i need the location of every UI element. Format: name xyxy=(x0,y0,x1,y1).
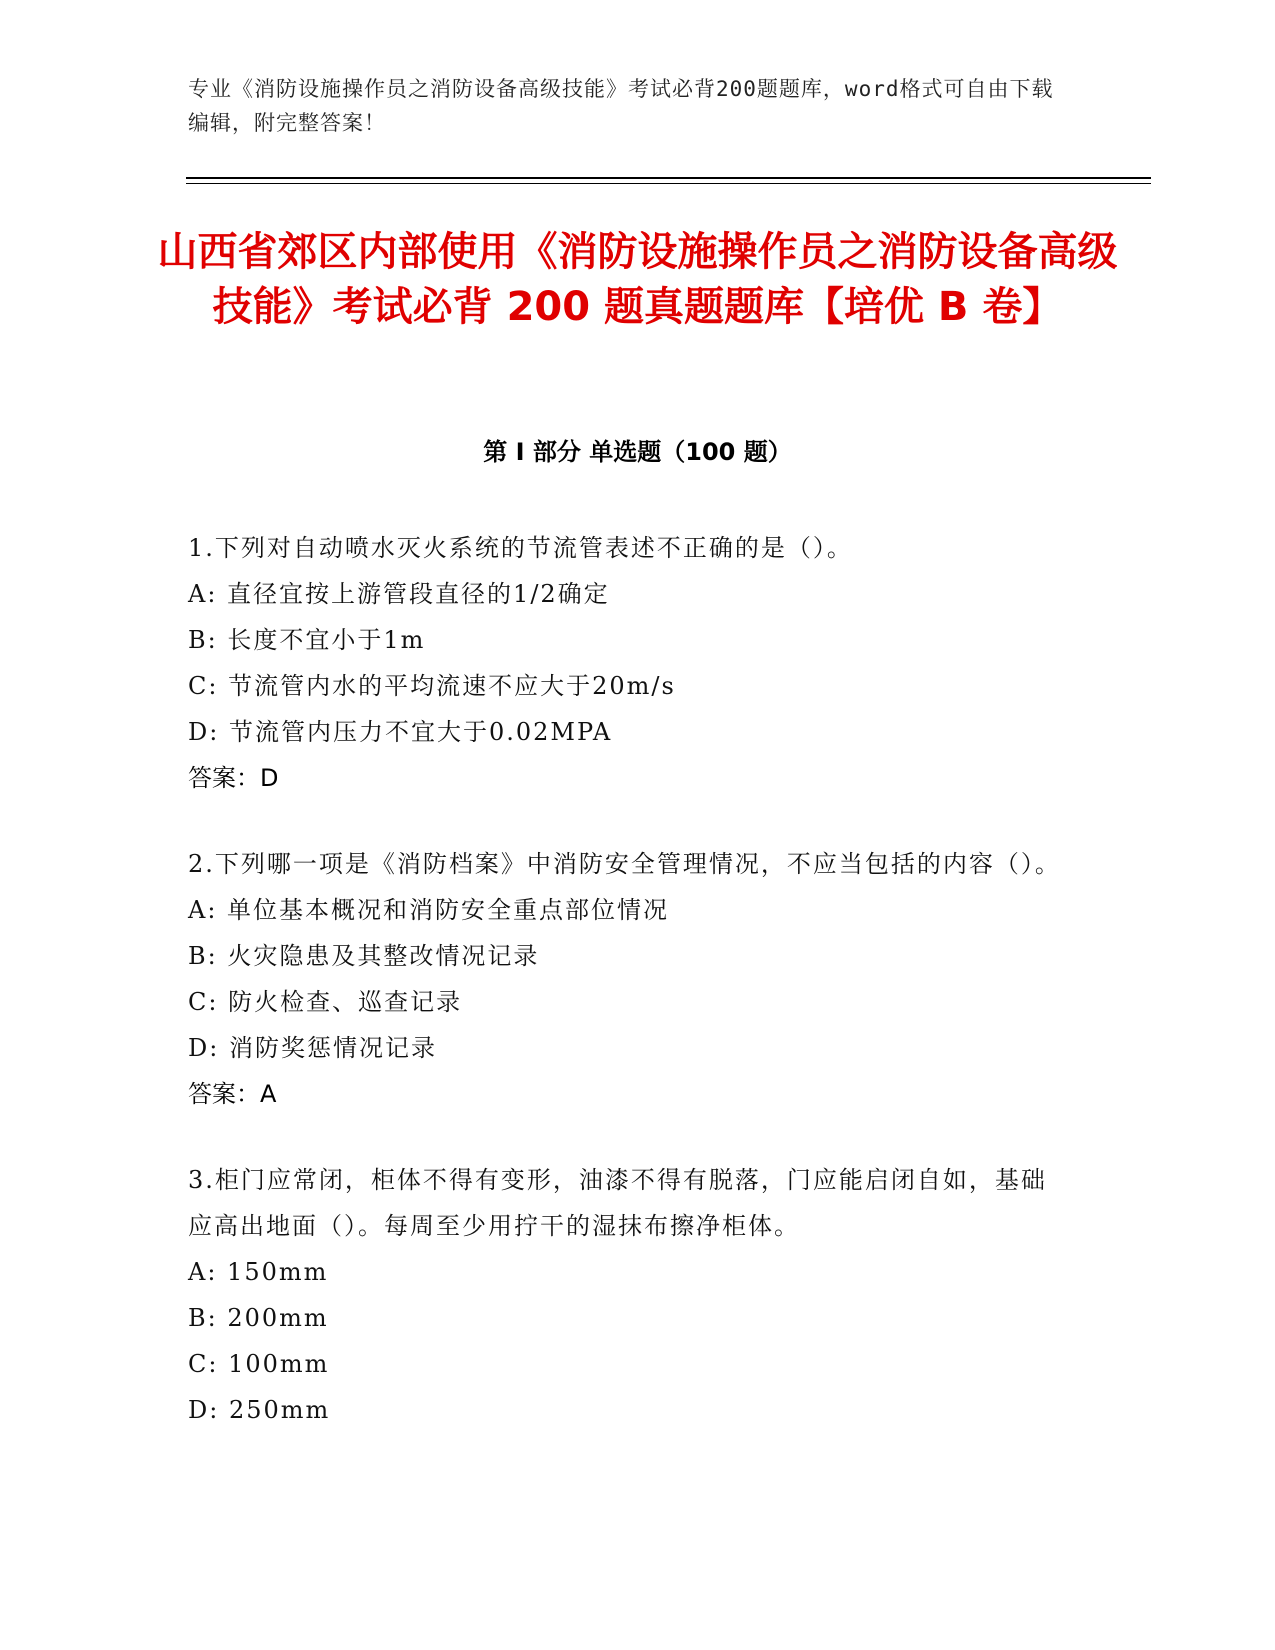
option-d: D: 消防奖惩情况记录 xyxy=(188,1034,437,1062)
option-a: A: 直径宜按上游管段直径的1/2确定 xyxy=(188,580,610,608)
option-a: A: 单位基本概况和消防安全重点部位情况 xyxy=(188,896,670,924)
header-note: 专业《消防设施操作员之消防设备高级技能》考试必背200题题库，word格式可自由下载编辑，附完整答案！ xyxy=(188,77,1054,135)
option-d: D: 节流管内压力不宜大于0.02MPA xyxy=(188,718,613,746)
option-c: C: 防火检查、巡查记录 xyxy=(188,988,463,1016)
option-d: D: 250mm xyxy=(188,1396,331,1424)
question-list xyxy=(188,525,1068,1473)
question-item xyxy=(188,1157,1068,1433)
option-c: C: 节流管内水的平均流速不应大于20m/s xyxy=(188,672,676,700)
header-divider-thick xyxy=(186,177,1151,179)
section-heading: 第 I 部分 单选题（100 题） xyxy=(483,438,792,466)
question-stem: 1.下列对自动喷水灭火系统的节流管表述不正确的是（）。 xyxy=(188,534,853,562)
option-b: B: 火灾隐患及其整改情况记录 xyxy=(188,942,540,970)
answer: 答案：D xyxy=(188,764,279,792)
option-c: C: 100mm xyxy=(188,1350,330,1378)
answer: 答案：A xyxy=(188,1080,277,1108)
header-divider-thin xyxy=(186,183,1151,184)
question-stem: 2.下列哪一项是《消防档案》中消防安全管理情况，不应当包括的内容（）。 xyxy=(188,850,1061,878)
option-b: B: 长度不宜小于1m xyxy=(188,626,426,654)
question-stem: 3.柜门应常闭，柜体不得有变形，油漆不得有脱落，门应能启闭自如，基础应高出地面（）。每周至少用拧干的湿抹布擦净柜体。 xyxy=(188,1166,1047,1240)
document-title: 山西省郊区内部使用《消防设施操作员之消防设备高级技能》考试必背 200 题真题题库【培优 B 卷】 xyxy=(157,229,1118,330)
question-item xyxy=(188,525,1068,801)
option-b: B: 200mm xyxy=(188,1304,329,1332)
question-item xyxy=(188,841,1068,1117)
option-a: A: 150mm xyxy=(188,1258,329,1286)
